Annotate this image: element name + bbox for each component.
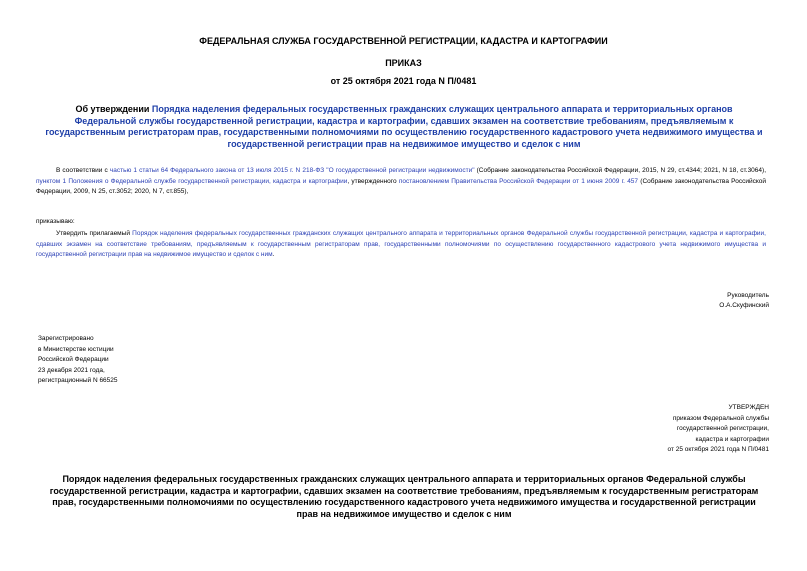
approval-heading	[44, 104, 764, 150]
stamp-line: от 25 октября 2021 года N П/0481	[667, 446, 769, 453]
registration-block	[38, 334, 118, 387]
stamp-line: государственной регистрации,	[676, 425, 769, 432]
regulation-clause-link[interactable]: пунктом 1 Положения о Федеральной службе государственной регистрации, кадастра и картографии	[36, 177, 348, 185]
basis-text-4: (Собрание законодательства Российской Федерации, 2009, N 25, ст.3052; 2020, N 7, ст.855),	[36, 177, 767, 195]
procedure-link[interactable]: Порядка наделения федеральных государственных гражданских служащих центрального аппарата и территориальных органов Федеральной службы государственной регистрации, кадастра и картографии, сдавших экзамен на соответствие требованиям, предъявляемым к государственным регистраторам прав, государственными полномочиями по осуществлению государственного кадастрового учета недвижимого имущества и государственной регистрации прав на недвижимое имущество и сделок с ним	[45, 104, 763, 149]
registration-line: 23 декабря 2021 года,	[38, 366, 105, 374]
government-decree-link[interactable]: постановлением Правительства Российской Федерации от 1 июня 2009 г. 457	[398, 177, 639, 185]
stamp-line: приказом Федеральной службы	[672, 414, 769, 422]
approval-stamp	[667, 403, 769, 456]
basis-text-1: В соответствии с	[56, 167, 110, 174]
registration-line: регистрационный N 66525	[38, 377, 118, 384]
stamp-line: УТВЕРЖДЕН	[728, 404, 769, 411]
basis-text-2: (Собрание законодательства Российской Федерации, 2015, N 29, ст.4344; 2021, N 18, ст.3064),	[474, 167, 766, 174]
registration-line: Зарегистрировано	[38, 335, 94, 342]
procedure-title: Порядок наделения федеральных государственных гражданских служащих центрального аппарата и территориальных органов Федеральной службы государственной регистрации, кадастра и картографии, сдавших экзамен на соответствие требованиям, предъявляемым к государственным регистраторам прав, государственными полномочиями по осуществлению государственного кадастрового учета недвижимого имущества и государственной регистрации прав на недвижимое имущество и сделок с ним	[49, 474, 759, 519]
signatory-name: О.А.Скуфинский	[719, 302, 769, 309]
legal-basis-paragraph	[36, 166, 766, 198]
approve-text-2: .	[272, 251, 275, 258]
registration-line: в Министерстве юстиции	[38, 345, 114, 353]
attached-procedure-link[interactable]: Порядок наделения федеральных государственных гражданских служащих центрального аппарата и территориальных органов Федеральной службы государственной регистрации, кадастра и картографии, сдавших экзамен на соответствие требованиям, предъявляемым к государственным регистраторам прав, государственными полномочиями по осуществлению государственного кадастрового учета недвижимого имущества и государственной регистрации прав на недвижимое имущество и сделок с ним	[36, 230, 766, 258]
order-title: ПРИКАЗ	[385, 58, 422, 68]
ordered-word: приказываю:	[36, 218, 75, 225]
approve-paragraph	[36, 229, 766, 261]
stamp-line: кадастра и картографии	[695, 435, 769, 443]
approval-heading-prefix: Об утверждении	[75, 104, 152, 114]
signatory-role: Руководитель	[727, 292, 769, 299]
approve-text-1: Утвердить прилагаемый	[56, 230, 133, 237]
law-218-fz-link[interactable]: частью 1 статьи 64 Федерального закона от 13 июля 2015 г. N 218-ФЗ "О государственной регистрации недвижимости"	[109, 167, 475, 174]
registration-line: Российской Федерации	[38, 356, 109, 363]
agency-name: ФЕДЕРАЛЬНАЯ СЛУЖБА ГОСУДАРСТВЕННОЙ РЕГИСТРАЦИИ, КАДАСТРА И КАРТОГРАФИИ	[199, 36, 608, 46]
basis-text-3: , утвержденного	[347, 177, 399, 185]
order-date: от 25 октября 2021 года N П/0481	[330, 76, 477, 86]
